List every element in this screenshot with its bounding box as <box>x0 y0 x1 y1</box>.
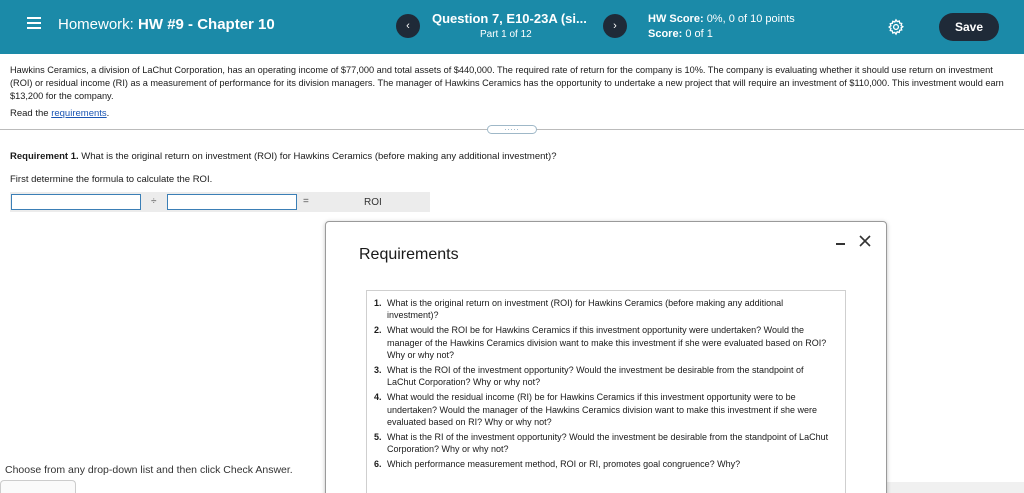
requirements-link[interactable]: requirements <box>51 108 107 119</box>
formula-instruction: First determine the formula to calculate the ROI. <box>10 174 213 185</box>
previous-question-button[interactable]: ‹ <box>396 14 420 38</box>
gear-icon[interactable] <box>887 18 905 36</box>
minimize-icon[interactable] <box>836 243 845 245</box>
menu-icon[interactable] <box>27 17 41 31</box>
footer-instruction: Choose from any drop-down list and then click Check Answer. <box>5 464 293 476</box>
requirement-item <box>374 364 834 388</box>
requirement-1-question <box>10 151 556 162</box>
read-requirements <box>10 108 109 119</box>
bottom-strip <box>886 482 1024 493</box>
roi-denominator-dropdown[interactable] <box>167 194 297 210</box>
requirement-item <box>374 431 834 455</box>
requirement-item <box>374 391 834 428</box>
score-value: 0 of 1 <box>685 28 713 40</box>
requirements-box <box>366 290 846 493</box>
requirement-text: What is the original return on investment (ROI) for Hawkins Ceramics (before making any additional investment)? <box>387 298 784 321</box>
roi-numerator-dropdown[interactable] <box>11 194 141 210</box>
read-suffix: . <box>106 108 110 119</box>
requirement-text: What would the residual income (RI) be for Hawkins Ceramics if this investment opportunity were to be undertaken? Would the manager of the Hawkins Ceramics division want to make this investment if she were evaluated based on RI? Why or why not? <box>387 392 818 427</box>
score-label: Score: <box>648 28 683 40</box>
requirements-list <box>374 297 834 474</box>
requirement-text: What is the RI of the investment opportunity? Would the investment be desirable from the standpoint of LaChut Corporation? Why or why not? <box>387 432 829 455</box>
requirement-1-label: Requirement 1. <box>10 151 79 162</box>
requirement-number: 6. <box>374 459 382 470</box>
bottom-tab[interactable] <box>0 480 76 493</box>
roi-formula-row <box>10 192 430 212</box>
homework-prefix: Homework: <box>58 16 134 33</box>
hw-score-value: 0%, 0 of 10 points <box>706 13 795 25</box>
dialog-title: Requirements <box>359 246 459 263</box>
divider-handle[interactable]: ..... <box>487 125 537 134</box>
read-prefix: Read the <box>10 108 49 119</box>
requirement-number: 4. <box>374 392 382 403</box>
close-icon[interactable] <box>858 234 872 248</box>
question-part: Part 1 of 12 <box>480 29 532 40</box>
requirements-dialog <box>325 221 887 493</box>
hw-score-label: HW Score: <box>648 13 704 25</box>
equals-symbol: = <box>303 196 309 207</box>
requirement-number: 3. <box>374 365 382 376</box>
requirement-number: 1. <box>374 298 382 308</box>
hw-score <box>648 13 795 25</box>
requirement-item <box>374 324 834 361</box>
next-question-button[interactable]: › <box>603 14 627 38</box>
homework-title <box>58 16 275 33</box>
requirement-text: Which performance measurement method, ROI or RI, promotes goal congruence? Why? <box>387 459 741 470</box>
top-bar <box>0 0 1024 54</box>
question-score <box>648 28 713 40</box>
homework-name: HW #9 - Chapter 10 <box>138 16 275 33</box>
requirement-text: What would the ROI be for Hawkins Ceramics if this investment opportunity were undertaken? Would the manager of the Hawkins Ceramics division want to make this investment if she were evaluated based on ROI? Why or why not? <box>387 325 827 360</box>
requirement-1-text: What is the original return on investment (ROI) for Hawkins Ceramics (before making any additional investment)? <box>81 151 557 162</box>
save-button[interactable]: Save <box>939 13 999 41</box>
requirement-item <box>374 458 834 470</box>
requirement-text: What is the ROI of the investment opportunity? Would the investment be desirable from the standpoint of LaChut Corporation? Why or why not? <box>387 365 804 388</box>
roi-result-label: ROI <box>364 197 382 208</box>
requirement-item <box>374 297 834 321</box>
requirement-number: 5. <box>374 432 382 443</box>
divide-symbol: ÷ <box>151 196 157 207</box>
requirement-number: 2. <box>374 325 382 336</box>
problem-text: Hawkins Ceramics, a division of LaChut Corporation, has an operating income of $77,000 and total assets of $440,000. The required rate of return for the company is 10%. The company is evaluating whether it should use return on investment (ROI) or residual income (RI) as a measurement of performance for its division managers. The manager of Hawkins Ceramics has the opportunity to undertake a new project that will require an investment of $110,000. This investment would earn $13,200 for the company. <box>10 65 1004 101</box>
question-title: Question 7, E10-23A (si... <box>432 11 587 26</box>
